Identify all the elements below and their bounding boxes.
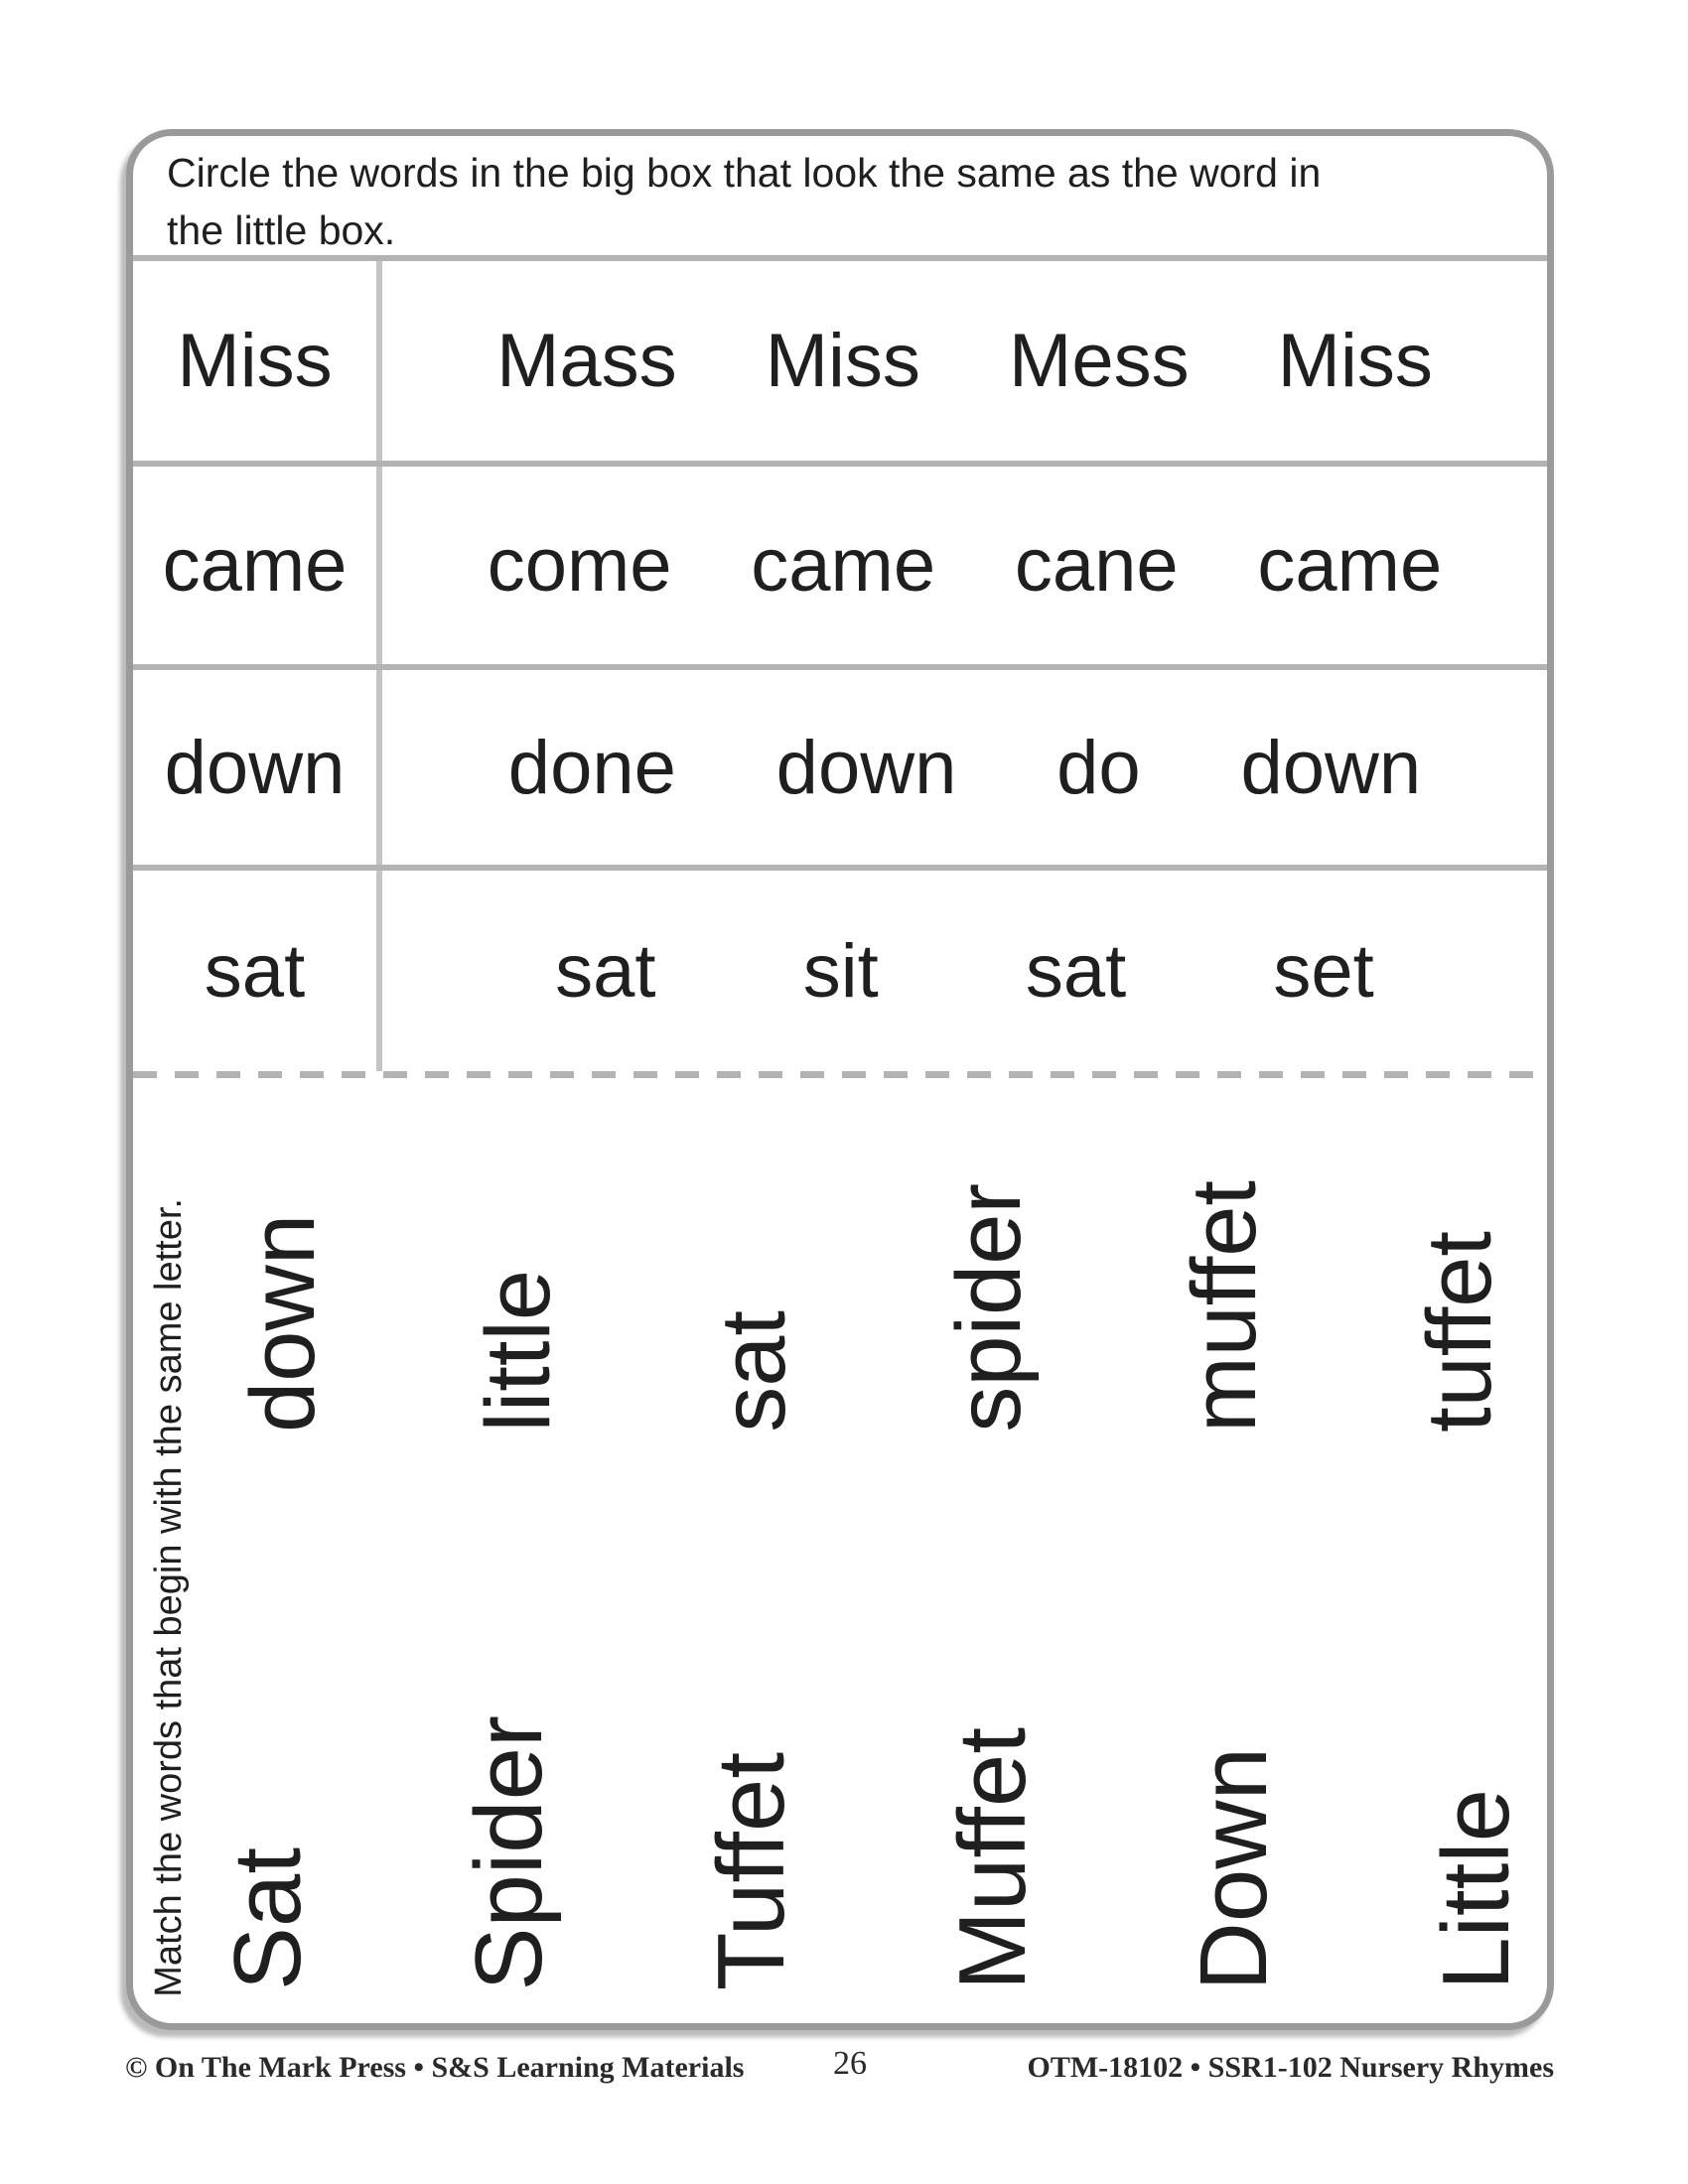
option-word: come — [487, 523, 672, 608]
match-word-cell — [636, 1310, 872, 1433]
options-cell — [382, 261, 1547, 461]
match-word-top: little — [467, 1270, 569, 1433]
match-words-bottom-row — [147, 1433, 1554, 1990]
match-word-top: down — [231, 1214, 334, 1433]
match-word-cell — [1342, 1231, 1554, 1433]
target-word: sat — [204, 928, 306, 1014]
options-cell — [382, 670, 1547, 865]
match-word-cell — [872, 1727, 1113, 1990]
target-word: came — [162, 523, 348, 608]
option-word: Mess — [1009, 319, 1190, 403]
match-word-cell — [872, 1183, 1107, 1433]
match-word-top: sat — [702, 1310, 804, 1433]
table-row — [133, 670, 1547, 871]
match-word-cell — [631, 1752, 872, 1990]
match-words-top-row — [166, 1078, 1554, 1433]
footer-right-code: OTM-18102 • SSR1-102 Nursery Rhymes — [1027, 2051, 1554, 2084]
match-word-top: muffet — [1173, 1180, 1275, 1433]
match-word-bottom: Sat — [213, 1846, 321, 1990]
option-word: done — [507, 725, 676, 810]
target-word: Miss — [177, 319, 333, 403]
circle-instruction-line1: Circle the words in the big box that look the same as the word in — [167, 150, 1322, 196]
match-word-cell — [166, 1214, 401, 1433]
option-word: cane — [1014, 523, 1179, 608]
match-instruction-vertical: Match the words that begin with the same letter. — [148, 1198, 190, 1997]
table-row — [133, 467, 1547, 670]
table-row — [133, 871, 1547, 1071]
target-word-cell — [133, 670, 382, 865]
match-word-bottom: Down — [1181, 1746, 1288, 1990]
target-word-cell — [133, 261, 382, 461]
circle-instruction-line2: the little box. — [167, 207, 396, 253]
option-word: Miss — [1277, 319, 1433, 403]
option-word: sat — [1025, 928, 1127, 1014]
circle-instruction — [133, 136, 1547, 261]
option-word: Miss — [765, 319, 920, 403]
match-word-bottom: Muffet — [938, 1726, 1046, 1990]
match-word-cell — [1355, 1789, 1554, 1990]
worksheet-box — [126, 129, 1554, 2030]
target-word: down — [164, 725, 346, 810]
match-word-top: tuffet — [1408, 1231, 1510, 1433]
table-row — [133, 261, 1547, 467]
match-word-bottom: Tuffet — [697, 1751, 804, 1990]
options-cell — [382, 871, 1547, 1071]
page-number: 26 — [833, 2045, 867, 2082]
option-word: Mass — [496, 319, 677, 403]
target-word-cell — [133, 871, 382, 1071]
dashed-divider — [133, 1071, 1547, 1078]
match-word-bottom: Little — [1422, 1789, 1529, 1990]
match-word-cell — [1107, 1180, 1342, 1433]
option-word: came — [1257, 523, 1443, 608]
option-word: down — [1240, 725, 1422, 810]
option-word: sit — [802, 928, 879, 1014]
match-word-top: spider — [937, 1183, 1040, 1433]
option-word: down — [775, 725, 957, 810]
option-word: set — [1273, 928, 1374, 1014]
target-word-cell — [133, 467, 382, 664]
match-word-cell — [388, 1715, 630, 1991]
match-word-cell — [1113, 1747, 1354, 1990]
option-word: sat — [555, 928, 656, 1014]
match-section — [133, 1078, 1547, 2023]
match-word-cell — [147, 1847, 388, 1990]
match-word-bottom: Spider — [456, 1714, 563, 1990]
match-word-cell — [401, 1270, 636, 1433]
option-word: came — [751, 523, 936, 608]
option-word: do — [1056, 725, 1141, 810]
options-cell — [382, 467, 1547, 664]
footer-left-credit: © On The Mark Press • S&S Learning Materials — [125, 2051, 745, 2084]
